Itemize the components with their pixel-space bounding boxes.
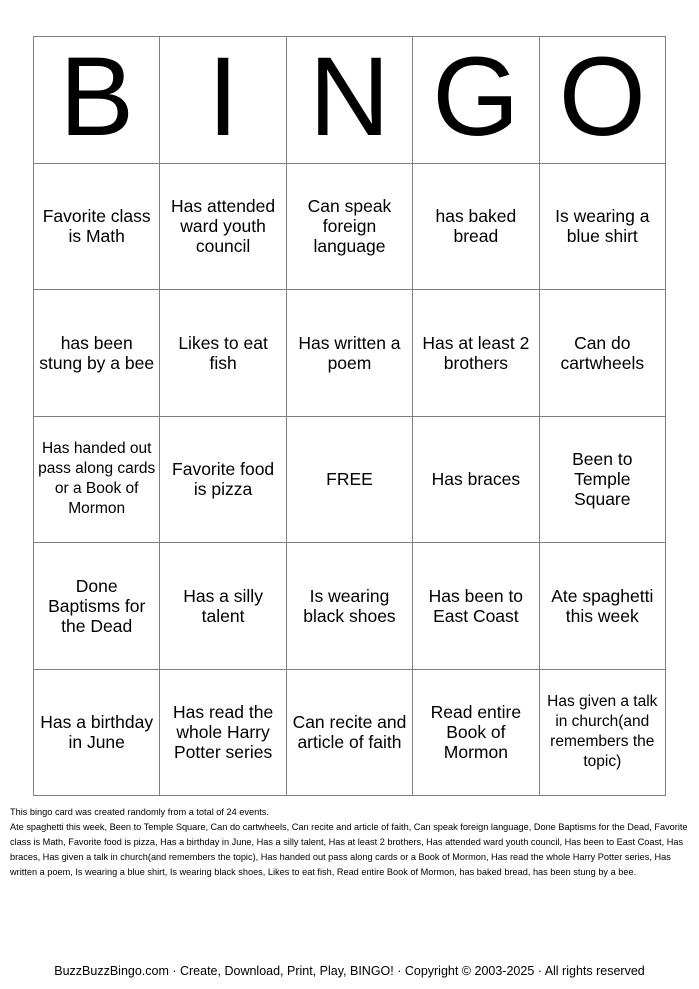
bingo-cell: Been to Temple Square (539, 416, 665, 543)
bingo-cell: Can recite and article of faith (286, 669, 412, 796)
bingo-free-cell: FREE (286, 416, 412, 543)
page-footer: BuzzBuzzBingo.com · Create, Download, Print, Play, BINGO! · Copyright © 2003-2025 · All rights reserved (54, 964, 645, 978)
bingo-cell: Has a birthday in June (34, 669, 160, 796)
bingo-cell: Is wearing a blue shirt (539, 163, 665, 290)
bingo-cell: Has handed out pass along cards or a Book of Mormon (34, 416, 160, 543)
bingo-cell: Can speak foreign language (286, 163, 412, 290)
bingo-cell: Favorite food is pizza (160, 416, 286, 543)
header-letter-i: I (160, 37, 286, 164)
bingo-cell: Has braces (413, 416, 539, 543)
bingo-cell: Can do cartwheels (539, 290, 665, 417)
bingo-row (34, 416, 666, 543)
bingo-cell: Is wearing black shoes (286, 543, 412, 670)
bingo-cell: Done Baptisms for the Dead (34, 543, 160, 670)
bingo-cell: Favorite class is Math (34, 163, 160, 290)
bingo-cell: has baked bread (413, 163, 539, 290)
bingo-cell: has been stung by a bee (34, 290, 160, 417)
header-letter-o: O (539, 37, 665, 164)
header-letter-n: N (286, 37, 412, 164)
bingo-row (34, 669, 666, 796)
bingo-row (34, 543, 666, 670)
header-letter-b: B (34, 37, 160, 164)
bingo-cell: Ate spaghetti this week (539, 543, 665, 670)
bingo-cell: Has a silly talent (160, 543, 286, 670)
bingo-cell: Has given a talk in church(and remembers the topic) (539, 669, 665, 796)
bingo-cell: Read entire Book of Mormon (413, 669, 539, 796)
card-info-events: Ate spaghetti this week, Been to Temple Square, Can do cartwheels, Can recite and article of faith, Can speak foreign language, Done Baptisms for the Dead, Favorite class is Math, Favorite food is pizza, Has a birthday in June, Has a silly talent, Has at least 2 brothers, Has attended ward youth council, Has been to East Coast, Has braces, Has given a talk in church(and remembers the topic), Has handed out pass along cards or a Book of Mormon, Has read the whole Harry Potter series, Has written a poem, Is wearing a blue shirt, Is wearing black shoes, Likes to eat fish, Read entire Book of Mormon, has baked bread, has been stung by a bee. (10, 822, 688, 877)
bingo-header-row (34, 37, 666, 164)
bingo-cell: Has written a poem (286, 290, 412, 417)
bingo-cell: Likes to eat fish (160, 290, 286, 417)
bingo-row (34, 163, 666, 290)
bingo-card (33, 33, 666, 796)
bingo-cell: Has been to East Coast (413, 543, 539, 670)
card-info (10, 805, 690, 880)
bingo-cell: Has at least 2 brothers (413, 290, 539, 417)
bingo-cell: Has attended ward youth council (160, 163, 286, 290)
bingo-row (34, 290, 666, 417)
card-info-summary: This bingo card was created randomly from a total of 24 events. (10, 807, 269, 817)
header-letter-g: G (413, 37, 539, 164)
bingo-cell: Has read the whole Harry Potter series (160, 669, 286, 796)
